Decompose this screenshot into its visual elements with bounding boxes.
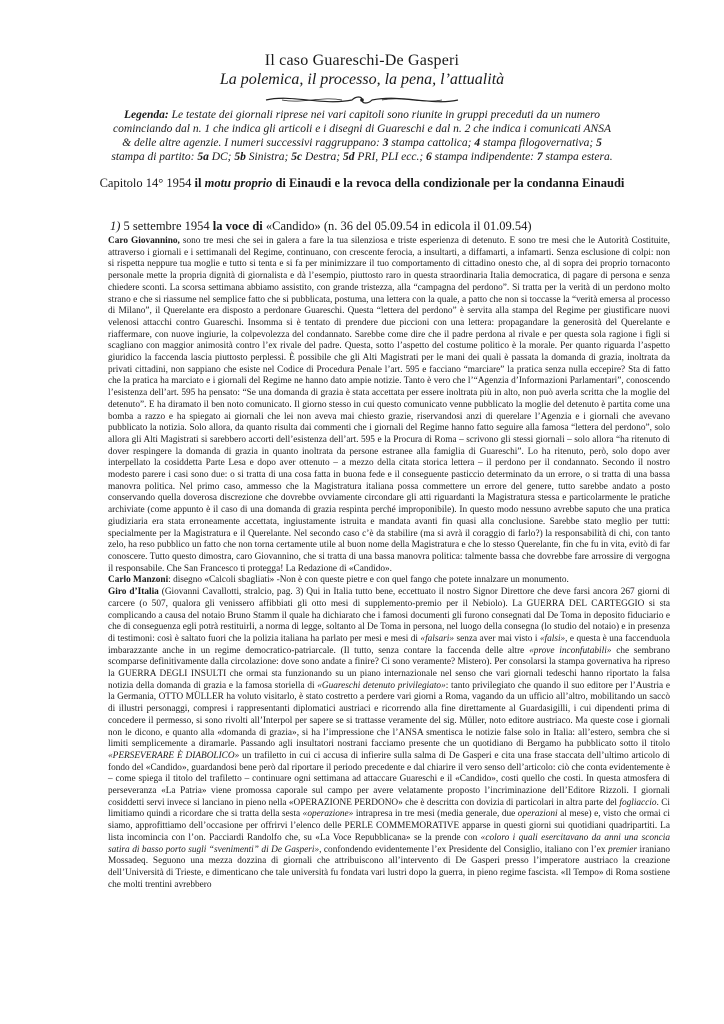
- legend-text: Destra;: [302, 151, 344, 163]
- document-title: Il caso Guareschi-De Gasperi: [264, 52, 460, 69]
- chapter-bold: il: [194, 176, 205, 190]
- italic-text: «coloro i quali esercitavano da anni una sconcia satira di basso porto sugli “svenimenti” di De Gasperi»: [108, 832, 670, 855]
- legend-number: 5: [596, 137, 602, 149]
- chapter-heading: [40, 176, 684, 191]
- legend-text: stampa di partito:: [111, 151, 198, 163]
- legend-text: stampa estera.: [542, 151, 613, 163]
- legend-number: 5b: [234, 151, 246, 163]
- article-paragraph: [108, 236, 670, 575]
- chapter-motu-proprio: motu proprio: [204, 176, 273, 190]
- chapter-bold: di Einaudi e la revoca della condizionale per la condanna Einaudi: [272, 176, 625, 190]
- italic-text: «PERSEVERARE È DIABOLICO»: [108, 750, 240, 761]
- paragraph-text: : tanto privilegiato che quando il suo editore per l’Austria e la Germania, OTTO MÜLLER ha voluto visitarlo, è stato costretto a perdere vari giorni a Roma, vagando da un ufficio all’altro, mobilitando un saccò di illustri personaggi, compresi i rappresentanti diplomatici austriaci e ricorrendo alla fine direttamente al Guardasigilli, i cui dipendenti prima di concedere il permesso, si sono rivolti all’Interpol per sapere se si trattasse veramente del sig. Müller, noto editore austriaco. Ma queste cose i giornali non le dicono, e quanto alla «domanda di grazia», si ha l’impressione che l’ANSA smentisca le notizie false solo in Italia: all’estero, sembra che si limiti semplicemente a diramarle. Passando agli insultatori nostrani facciamo presente che un quotidiano di Bergamo ha pubblicato sotto il titolo: [108, 680, 670, 750]
- legend-text: DC;: [208, 151, 235, 163]
- section-issue: (n. 36 del 05.09.54 in edicola il 01.09.54): [320, 219, 532, 233]
- section-heading: [110, 219, 670, 234]
- document-subtitle: La polemica, il processo, la pena, l’attualità: [219, 71, 505, 88]
- column-label: Giro d’Italia: [108, 587, 159, 598]
- legend-number: 5d: [343, 151, 355, 163]
- paragraph-text: , e questa è una faccenduola imbarazzante anche in un regime democratico-patriarcale. (Il tutto, senza contare la faccenda delle altre: [108, 633, 670, 656]
- legend-number: 4: [474, 137, 481, 149]
- paragraph-text: , confondendo evidentemente l’ex Presidente del Consiglio, italiano con l’ex: [319, 844, 608, 855]
- italic-text: «falsari»: [420, 633, 455, 644]
- italic-text: «falsi»: [539, 633, 566, 644]
- section-paper: la voce di: [212, 219, 263, 233]
- legend-text: stampa cattolica;: [388, 137, 475, 149]
- legend-paragraph: [108, 108, 616, 164]
- legend-number: 7: [536, 151, 543, 163]
- italic-text: «Guareschi detenuto privilegiato»: [317, 680, 446, 691]
- salutation: Caro Giovannino,: [108, 236, 180, 246]
- paragraph-text: intrapresa in tre mesi (media generale, due: [353, 809, 518, 820]
- legend-text: PRI, PLI ecc.;: [354, 151, 427, 163]
- paragraph-text: al mese) e, visto che ormai ci siamo, approfittiamo dell’occasione per offrirvi l’elenco delle PERLE COMMEMORATIVE apparse in questi giorni sui quotidiani quadripartiti. La lista incomincia con l’on. Pacciardi Randolfo che, su «La Voce Repubblicana» se la prende con: [108, 809, 670, 843]
- paragraph-text: : disegno «Calcoli sbagliati» -Non è con queste pietre e con quel fango che potete innalzare un monumento.: [168, 575, 569, 586]
- legend-text: Le testate dei giornali riprese nei vari capitoli sono riunite in gruppi preceduti da un numero cominciando dal n. 1 che indica gli articoli e i disegni di Guareschi e dal n. 2 che indica i comunicati ANSA & delle altre agenzie. I numeri successivi raggruppano:: [113, 109, 611, 149]
- article-body: [108, 236, 670, 891]
- author-label: Carlo Manzoni: [108, 575, 169, 586]
- section-date: 5 settembre 1954: [120, 219, 213, 233]
- legend-text: stampa filogovernativa;: [480, 137, 597, 149]
- italic-text: «prove inconfutabili»: [529, 645, 612, 656]
- article-paragraph: [108, 575, 670, 587]
- italic-text: operazioni: [517, 809, 558, 820]
- article-paragraph: [108, 587, 670, 891]
- chapter-prefix: Capitolo 14° 1954: [99, 176, 195, 190]
- paragraph-text: un trafiletto in cui ci accusa di infierire sulla salma di De Gasperi e cita una frase staccata dell’ultimo articolo di fondo del «Candido», guardandosi bene però dal riportare il periodo precedente e dal chiarire il vero senso dell’articolo: ciò che conta evidentemente è – come spiega il titolo del trafiletto – continuare ogni settimana ad attaccare Guareschi e il «Candido», costi quello che costi. In questa atmosfera di perseveranza «La Patria» viene promossa caporale sul campo per avere velatamente proposto l’incriminazione dell’Editore Rizzoli. I giornali cosiddetti servi invece si lanciano in pieno nella «OPERAZIONE PERDONO» che è descritta con dovizia di particolari in altra parte del: [108, 750, 671, 808]
- italic-text: premier: [607, 844, 638, 855]
- legend-number: 5c: [291, 151, 303, 163]
- legend-number: 6: [426, 151, 432, 163]
- paragraph-text: sono tre mesi che sei in galera a fare la tua silenziosa e triste esperienza di detenuto. E sono tre mesi che le Autorità Costituite, attraverso i giornali e i settimanali del Regime, continuano, con crescente ferocia, a insultarti, a diffamarti, a infamarti. Senza esclusione di colpi: non si rispetta neppure tua moglie e tutto si tenta e si fa per minimizzare il tuo comportamento di cittadino onesto che, al di sopra dei proprio tornaconto personale mette la propria dignità di giornalista e dà l’esempio, piuttosto raro in questa straordinaria Italia democratica, di pagare di persona e senza chiedere sconti. La scorsa settimana abbiamo assistito, con grande tristezza, alla “campagna del perdono”. Si tratta per la verità di un perdono molto strano e che si riassume nel semplice fatto che si pubblicata, postuma, una lettera con la quale, a patto che non si toccasse la “verità emersa al processo di Milano”, il Querelante era disposto a perdonare Guareschi. Questa “lettera del perdono” è servita alla stampa del Regime per giustificare nuovi velenosi attacchi contro Guareschi. Insomma si è tentato di prendere due piccioni con una lettera: propagandare la generosità del Querelante e riaffermare, con nuove ingiurie, la colpevolezza del condannato. Sarebbe come dire che il padre perdona al rivale e per questa sola ragione i figli si scagliano con maggior animosità contro l’ex rivale del padre. Questa, sotto l’aspetto del costume politico è la morale. Per quanto riguarda l’aspetto giuridico la faccenda lascia piuttosto perplessi. È possibile che gli Alti Magistrati per le mani dei quali è passata la domanda di grazia, inoltrata da privati cittadini, non sappiano che esiste nel Codice di Procedura Penale l’art. 595 e facciano “marciare” la pratica senza nulla eccepire? Sta di fatto che la pratica ha marciato e i giornali del Regime ne hanno dato ampie notizie. Tanto è vero che l’“Agenzia d’Informazioni Parlamentari”, conoscendo l’esistenza dell’art. 595 ha pensato: “Se una domanda di grazia è stata accettata per essere inoltrata più in alto, non può averla scritta che la moglie del detenuto”. E ha diramato il ben noto comunicato. Il giorno stesso in cui questo comunicato venne pubblicato la moglie del detenuto è partita come una bomba a razzo e ha spiegato ai giornali che lei non aveva mai chiesto grazie, riservandosi anzi di querelare l’Agenzia e i giornali che avevano pubblicato la notizia. Solo allora, da quanto risulta dai commenti che i giornali del Regime hanno fatto seguire alla famosa “lettera del perdono”, solo allora gli Alti Magistrati si sarebbero accorti dell’esistenza dell’art. 595 e la Procura di Roma – scrivono gli stessi giornali – solo allora “ha ritenuto di dover respingere la domanda di grazia in quanto inoltrata da persone estranee alla famiglia di Guareschi”. Lo ha ritenuto, però, solo dopo aver interpellato la cosiddetta Parte Lesa e dopo aver ottenuto – a mezzo della citata storica lettera – il perdono per il condannato. Secondo il nostro modesto parere i casi sono due: o si tratta di una cosa fatta in buona fede e il conseguente pasticcio determinato da un errore, o si tratta di una bassa manovra politica. Nel primo caso, ammesso che la Magistratura italiana possa commettere un errore del genere, tutto sarebbe andato a posto conservando quella doverosa discrezione che dovrebbe ovviamente circondare gli atti riguardanti la Magistratura stessa e particolarmente le pratiche archiviate (come appunto è il caso di una domanda di grazia respinta perché improponibile). In questo modo nessuno avrebbe saputo che una pratica giudiziaria era stata erroneamente accettata, ingiustamente istruita e mandata avanti fin quasi alla conclusione. Sarebbe stato meglio per tutti: specialmente per la Magistratura e il Querelante. Nel secondo caso c’è da stabilire (ma si avrà il coraggio di farlo?) la responsabilità di chi, con tanto zelo, ha reso pubblico un fatto che non torna certamente utile al buon nome della Magistratura e che lo stesso Querelante, fin che fu in vita, evitò di far conoscere. Tutto questo dimostra, caro Giovannino, che si tratta di una bassa manovra politica: talmente bassa che dovrebbe fare arrossire di vergogna il responsabile. Che San Francesco ti protegga! La Redazione di «Candido».: [108, 236, 670, 574]
- legend-text: stampa indipendente:: [431, 151, 537, 163]
- italic-text: «operazione»: [302, 809, 354, 820]
- legend-number: 3: [382, 137, 389, 149]
- paragraph-text: che sembrano scomparse definitivamente dalla circolazione: dove sono andate a finire? Ci sono veramente? Mistero). Per consolarsi la stampa governativa ha ripreso la GUERRA DEGLI INSULTI che ormai sta funzionando su un piano internazionale nel senso che vari giornali tedeschi hanno riportato la falsa notizia della domanda di grazia e la famosa storiella di: [108, 645, 670, 691]
- paragraph-text: senza aver mai visto i: [454, 633, 540, 644]
- section-number: 1): [110, 219, 121, 233]
- italic-text: fogliaccio: [619, 797, 657, 808]
- paragraph-text: iraniano Mossadeq. Seguono una mezza dozzina di giornali che attribuiscono all’intervento di De Gasperi presso l’imperatore austriaco la creazione dell’Università di Trieste, e dimenticano che tale università fu fondata vari lustri dopo la guerra, in pieno regime fascista. «Il Tempo» di Roma sostiene che molti trentini avrebbero: [108, 844, 670, 890]
- legend-text: Sinistra;: [245, 151, 292, 163]
- paragraph-text: (Giovanni Cavallotti, stralcio, pag. 3) Qui in Italia tutto bene, eccettuato il nostro Signor Direttore che deve farsi ancora 267 giorni di carcere (o 507, qualora gli venissero affibbiati gli otto mesi di supplemento-premio per il Nebiolo). La GUERRA DEL CARTEGGIO si sta complicando a causa del notaio Bruno Stamm il quale ha dichiarato che i famosi documenti gli furono consegnati dal De Toma in deposito fiduciario e che di conseguenza egli potrà restituirli, a norma di legge, soltanto al De Toma in persona, nel luogo della consegna (lo studio del notaio) e in presenza di testimoni: così è saltato fuori che la polizia italiana ha parlato per mesi e mesi di: [108, 587, 670, 644]
- legend-number: 5a: [197, 151, 209, 163]
- section-paper-name: «Candido»: [262, 219, 321, 233]
- flourish-divider-icon: [262, 92, 462, 108]
- legend-label: Legenda:: [124, 109, 169, 121]
- paragraph-text: . Ci limitiamo quindi a ricordare che si tratta della sesta: [108, 797, 671, 820]
